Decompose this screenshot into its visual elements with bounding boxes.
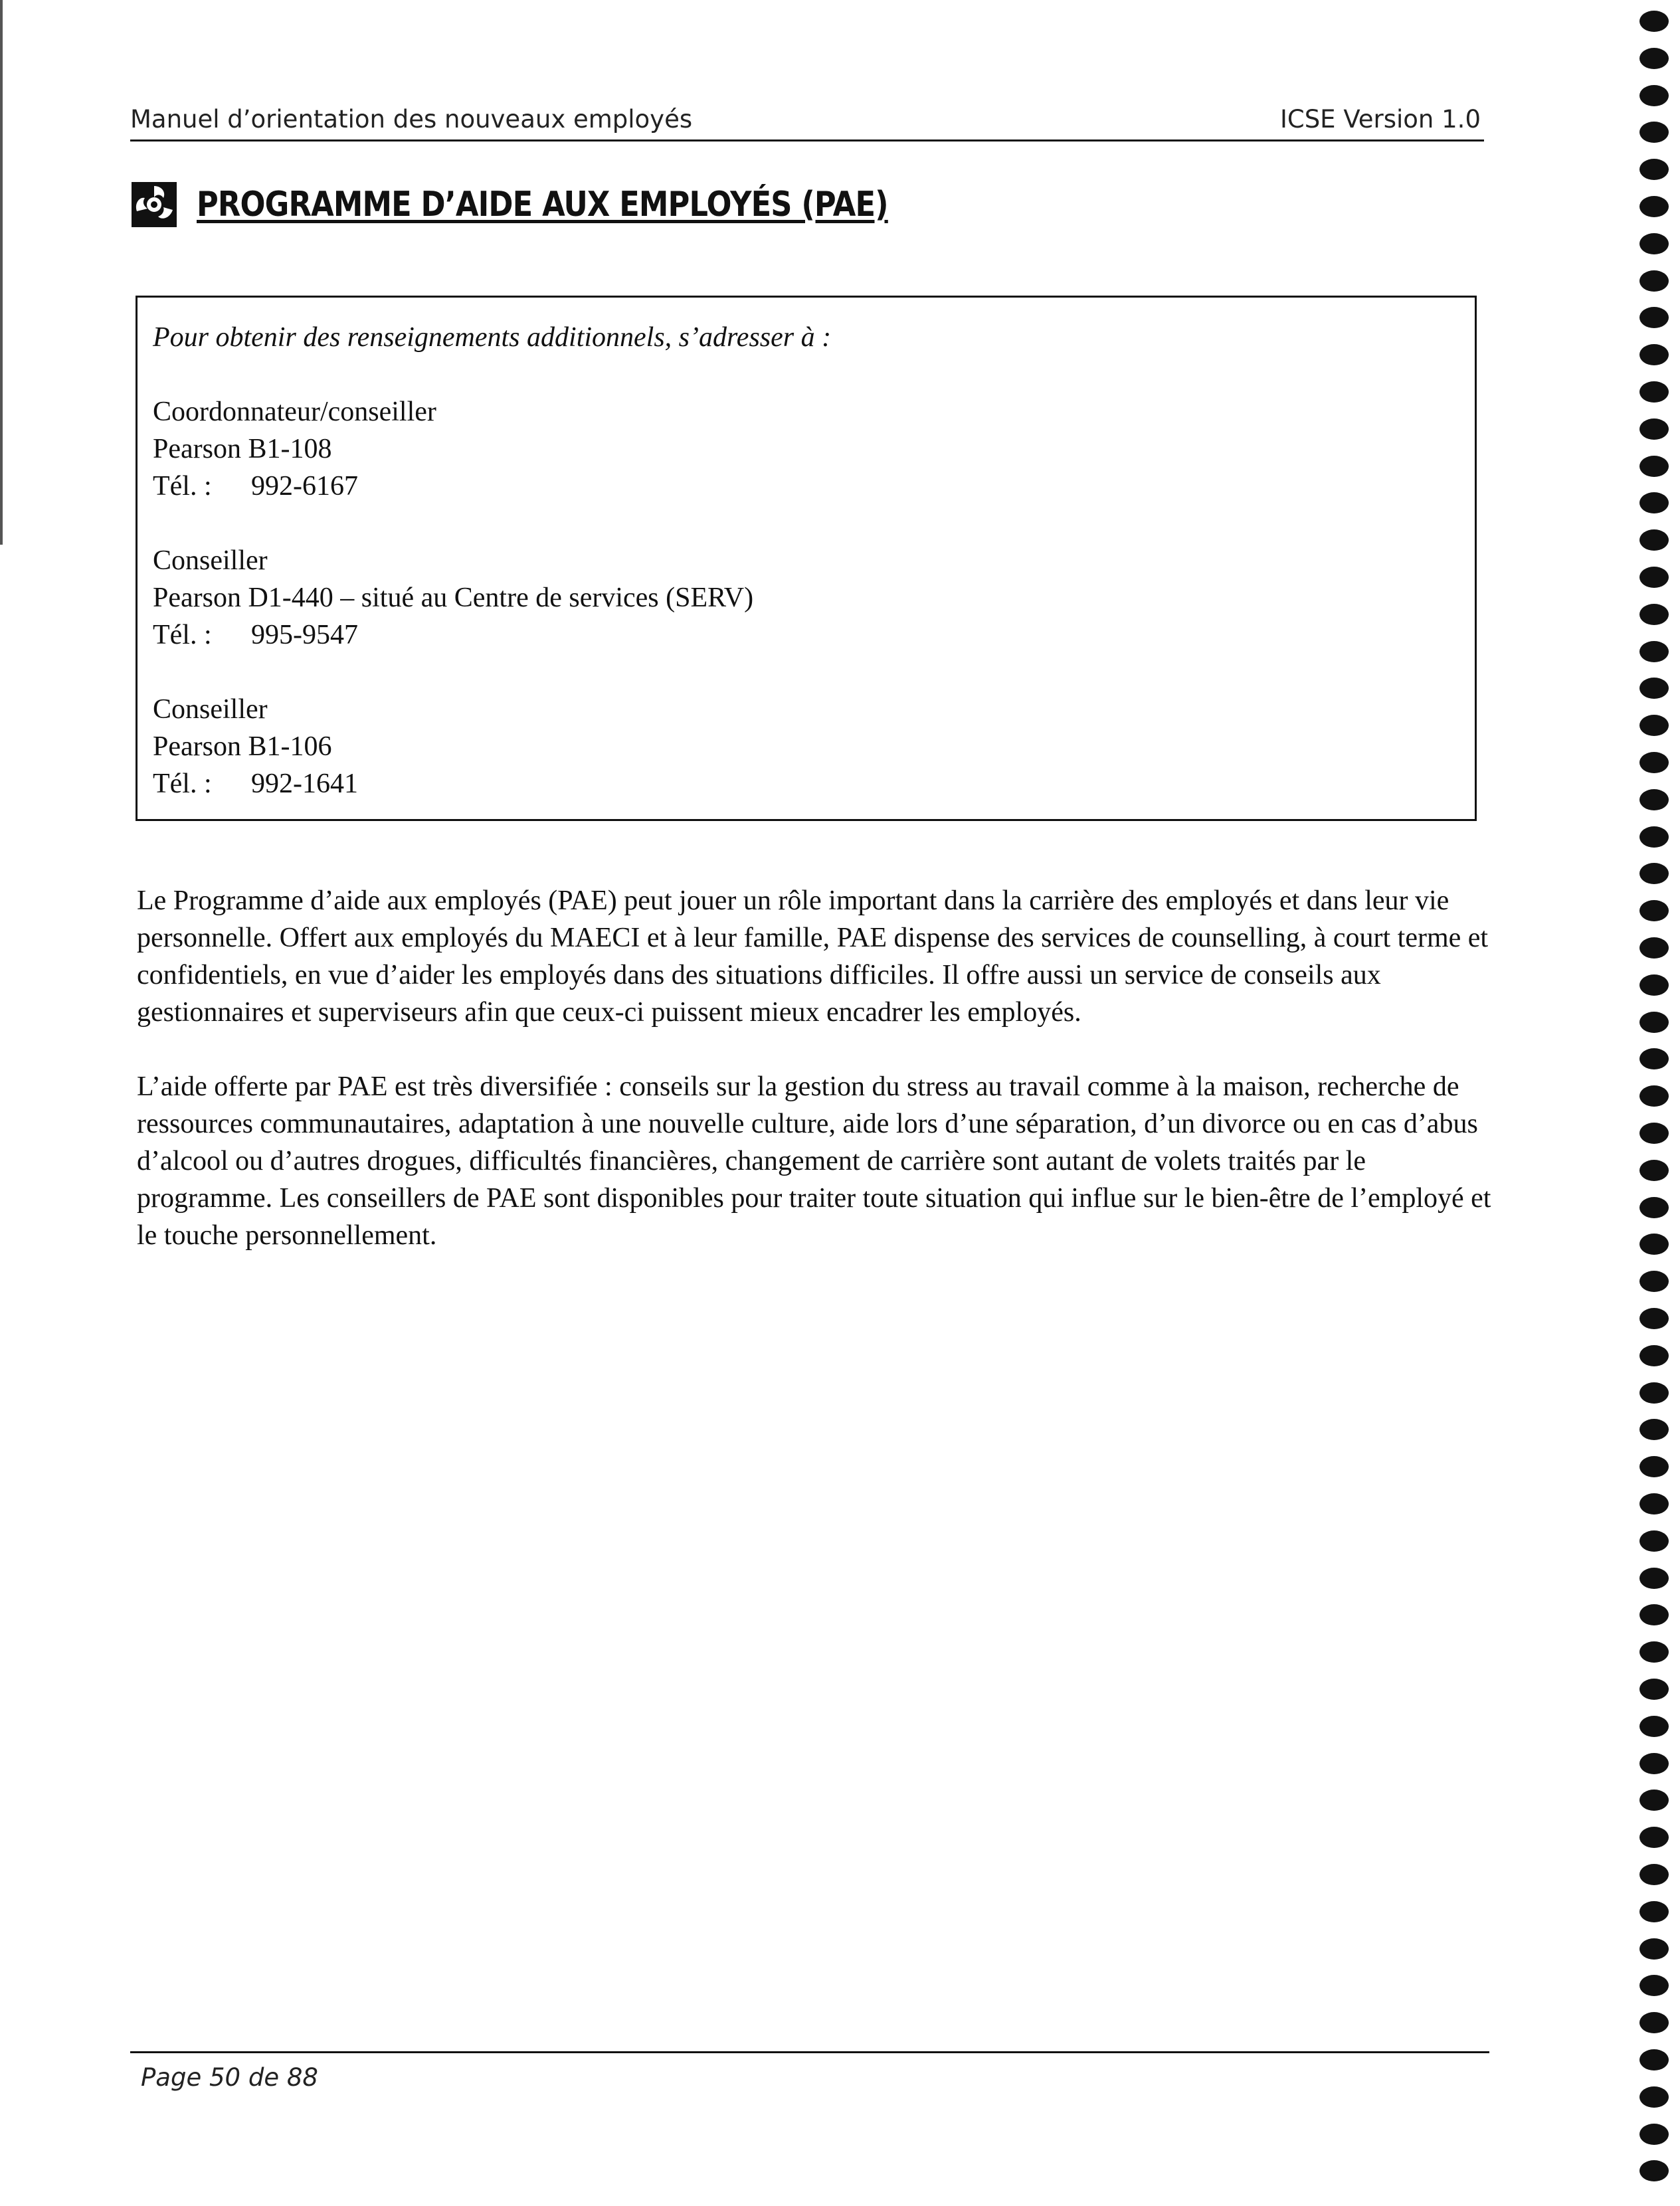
binding-hole — [1639, 752, 1669, 773]
contact-location: Pearson B1-106 — [153, 731, 332, 762]
binding-hole — [1639, 2012, 1669, 2033]
contact-phone: 995-9547 — [251, 620, 358, 650]
contact-role: Coordonnateur/conseiller — [153, 397, 436, 427]
binding-hole — [1639, 270, 1669, 292]
tel-label: Tél. : — [153, 769, 212, 799]
binding-hole — [1639, 1827, 1669, 1848]
footer-rule — [130, 2051, 1489, 2053]
binding-hole — [1639, 344, 1669, 365]
binding-hole — [1639, 1308, 1669, 1329]
binding-hole — [1639, 1085, 1669, 1107]
binding-hole — [1639, 1901, 1669, 1922]
binding-hole — [1639, 492, 1669, 513]
contact-entry — [153, 393, 1448, 505]
binding-hole — [1639, 2160, 1669, 2181]
binding-hole — [1639, 1493, 1669, 1515]
binding-hole — [1639, 1753, 1669, 1774]
binding-hole — [1639, 1568, 1669, 1589]
binding-hole — [1639, 1679, 1669, 1700]
binding-hole — [1639, 937, 1669, 959]
page-edge-line — [0, 0, 3, 545]
contact-location: Pearson D1-440 – situé au Centre de services (SERV) — [153, 583, 754, 613]
binding-hole — [1639, 1641, 1669, 1663]
contact-phone-line — [153, 468, 1448, 505]
binding-hole — [1639, 974, 1669, 996]
binding-hole — [1639, 48, 1669, 69]
binding-hole — [1639, 641, 1669, 662]
binding-hole — [1639, 456, 1669, 477]
contact-entry — [153, 542, 1448, 654]
header-rule — [130, 139, 1484, 141]
binding-hole — [1639, 85, 1669, 106]
binding-hole — [1639, 1345, 1669, 1366]
binding-hole — [1639, 826, 1669, 848]
binding-hole — [1639, 1456, 1669, 1477]
section-title: PROGRAMME D’AIDE AUX EMPLOYÉS (PAE) — [197, 185, 888, 225]
contact-location: Pearson B1-108 — [153, 434, 332, 464]
binding-hole — [1639, 1716, 1669, 1737]
body-text — [137, 882, 1492, 1291]
binding-hole — [1639, 1419, 1669, 1440]
binding-hole — [1639, 900, 1669, 921]
binding-hole — [1639, 1048, 1669, 1069]
header-title: Manuel d’orientation des nouveaux employés — [130, 105, 693, 134]
binding-holes — [1635, 0, 1675, 2206]
page-number: Page 50 de 88 — [141, 2063, 318, 2092]
binding-hole — [1639, 529, 1669, 551]
tel-label: Tél. : — [153, 620, 212, 650]
binding-hole — [1639, 789, 1669, 810]
binding-hole — [1639, 567, 1669, 588]
binding-hole — [1639, 678, 1669, 699]
binding-hole — [1639, 1530, 1669, 1552]
binding-hole — [1639, 233, 1669, 254]
binding-hole — [1639, 1197, 1669, 1218]
binding-hole — [1639, 2086, 1669, 2108]
binding-hole — [1639, 1123, 1669, 1144]
contact-phone-line — [153, 616, 1448, 654]
contact-box-content — [153, 319, 1448, 802]
contact-phone-line — [153, 765, 1448, 802]
binding-hole — [1639, 1975, 1669, 1996]
binding-hole — [1639, 715, 1669, 736]
binding-hole — [1639, 122, 1669, 143]
binding-hole — [1639, 1271, 1669, 1292]
binding-hole — [1639, 381, 1669, 403]
binding-hole — [1639, 418, 1669, 440]
binding-hole — [1639, 1790, 1669, 1811]
binding-hole — [1639, 604, 1669, 625]
binding-hole — [1639, 863, 1669, 884]
binding-hole — [1639, 159, 1669, 180]
binding-hole — [1639, 1234, 1669, 1255]
paragraph: Le Programme d’aide aux employés (PAE) peut jouer un rôle important dans la carrière des employés et dans leur vie personnelle. Offert aux employés du MAECI et à leur famille, PAE dispense des services de counselling, à court terme et confidentiels, en vue d’aider les employés dans des situations difficiles. Il offre aussi un service de conseils aux gestionnaires et superviseurs afin que ceux-ci puissent mieux encadrer les employés. — [137, 885, 1489, 1028]
binding-hole — [1639, 1160, 1669, 1181]
binding-hole — [1639, 1864, 1669, 1885]
contact-entry — [153, 691, 1448, 802]
contact-role: Conseiller — [153, 545, 268, 576]
binding-hole — [1639, 11, 1669, 32]
contact-phone: 992-6167 — [251, 471, 358, 502]
tel-label: Tél. : — [153, 471, 212, 502]
header-version: ICSE Version 1.0 — [1279, 105, 1481, 134]
paragraph: L’aide offerte par PAE est très diversifiée : conseils sur la gestion du stress au travail comme à la maison, recherche de ressources communautaires, adaptation à une nouvelle culture, aide lors d’une séparation, d’un divorce ou en cas d’abus d’alcool ou d’autres drogues, difficultés financières, changement de carrière sont autant de volets traités par le programme. Les conseillers de PAE sont disponibles pour traiter toute situation qui influe sur le bien-être de l’employé et le touche personnellement. — [137, 1071, 1491, 1251]
program-icon — [130, 181, 178, 229]
contact-role: Conseiller — [153, 694, 268, 725]
binding-hole — [1639, 1604, 1669, 1625]
section-heading — [130, 178, 1000, 231]
binding-hole — [1639, 1012, 1669, 1033]
binding-hole — [1639, 2124, 1669, 2145]
binding-hole — [1639, 196, 1669, 217]
contact-intro: Pour obtenir des renseignements additionnels, s’adresser à : — [153, 322, 832, 353]
binding-hole — [1639, 1382, 1669, 1404]
binding-hole — [1639, 2049, 1669, 2070]
contact-phone: 992-1641 — [251, 769, 358, 799]
binding-hole — [1639, 1938, 1669, 1960]
binding-hole — [1639, 307, 1669, 328]
